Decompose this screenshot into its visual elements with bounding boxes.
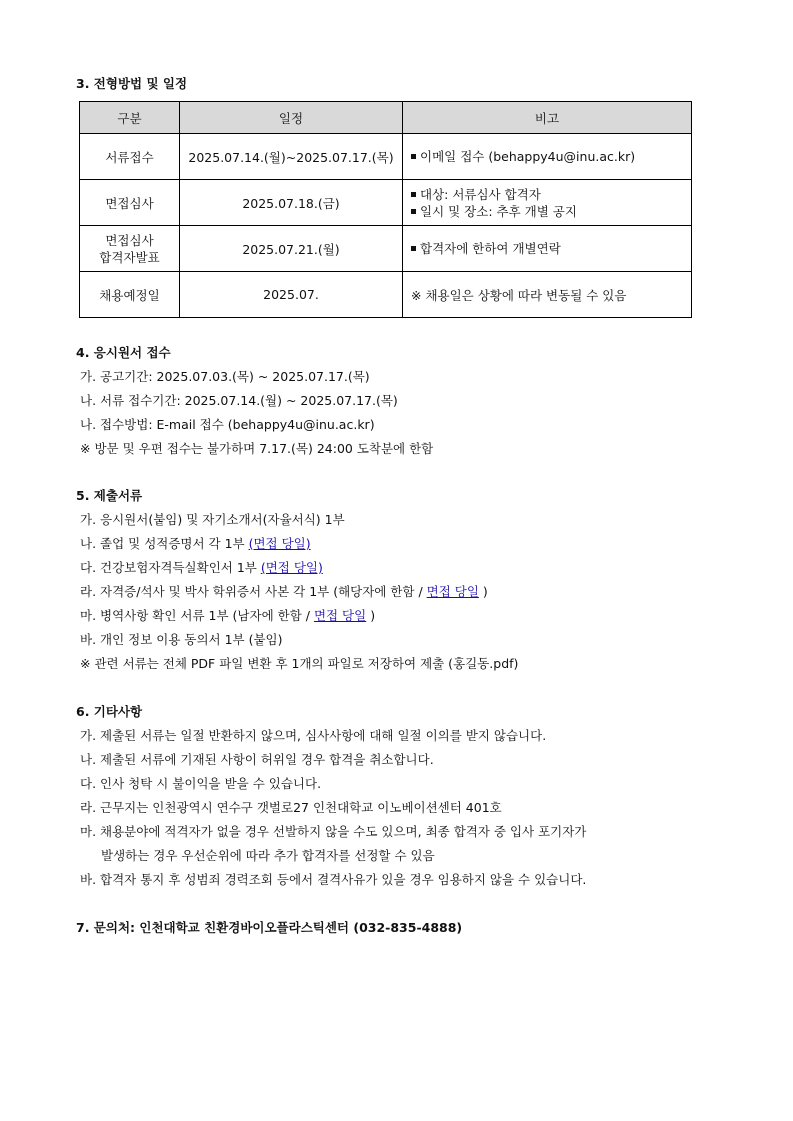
table-row (80, 180, 692, 226)
list-item-text: 나. 졸업 및 성적증명서 각 1부 (80, 536, 249, 551)
row-notes (403, 180, 692, 226)
list-item: 마. 채용분야에 적격자가 없을 경우 선발하지 않을 수도 있으며, 최종 합격자 중 입사 포기자가 (80, 824, 587, 839)
row-notes: ※ 채용일은 상황에 따라 변동될 수 있음 (403, 272, 692, 318)
note-text: 합격자에 한하여 개별연락 (420, 241, 561, 256)
note-text: 일시 및 장소: 추후 개별 공지 (420, 203, 577, 219)
row-notes (403, 226, 692, 272)
list-item-continuation: 발생하는 경우 우선순위에 따라 추가 합격자를 선정할 수 있음 (101, 848, 435, 863)
header-date: 일정 (180, 102, 403, 134)
section6-heading: 6. 기타사항 (76, 704, 143, 719)
interview-day-link[interactable]: 면접 당일 (313, 608, 367, 623)
table-row (80, 272, 692, 318)
bullet-icon (411, 154, 416, 159)
list-item: 바. 개인 정보 이용 동의서 1부 (붙임) (80, 632, 283, 647)
row-date: 2025.07.18.(금) (180, 180, 403, 226)
section3-heading: 3. 전형방법 및 일정 (76, 76, 188, 91)
list-item-text: ) (366, 608, 376, 623)
list-item (80, 582, 488, 600)
list-item: 다. 인사 청탁 시 불이익을 받을 수 있습니다. (80, 776, 322, 791)
list-item-text: 마. 병역사항 확인 서류 1부 (남자에 한함 / (80, 608, 314, 623)
list-item-text: 라. 자격증/석사 및 박사 학위증서 사본 각 1부 (해당자에 한함 / (80, 584, 427, 599)
list-item: 나. 제출된 서류에 기재된 사항이 허위일 경우 합격을 취소합니다. (80, 752, 434, 767)
note-text: 대상: 서류심사 합격자 (420, 186, 541, 202)
category-line: 합격자발표 (99, 249, 160, 265)
interview-day-link[interactable]: (면접 당일) (248, 536, 311, 551)
table-header-row (80, 102, 692, 134)
bullet-icon (411, 209, 416, 214)
bullet-icon (411, 192, 416, 197)
row-date: 2025.07. (180, 272, 403, 318)
row-notes (403, 134, 692, 180)
schedule-table (79, 101, 692, 318)
bullet-icon (411, 246, 416, 251)
header-notes: 비고 (403, 102, 692, 134)
row-category: 채용예정일 (80, 272, 180, 318)
list-item-text: ) (478, 584, 488, 599)
row-category: 서류접수 (80, 134, 180, 180)
row-date: 2025.07.21.(월) (180, 226, 403, 272)
table-row (80, 226, 692, 272)
list-item: 가. 제출된 서류는 일절 반환하지 않으며, 심사사항에 대해 일절 이의를 받지 않습니다. (80, 728, 547, 743)
category-line: 면접심사 (105, 232, 154, 248)
interview-day-link[interactable]: 면접 당일 (426, 584, 479, 599)
list-item-note: ※ 관련 서류는 전체 PDF 파일 변환 후 1개의 파일로 저장하여 제출 (홍길동.pdf) (80, 656, 519, 671)
list-item: 가. 공고기간: 2025.07.03.(목) ~ 2025.07.17.(목) (80, 369, 370, 384)
list-item: 가. 응시원서(붙임) 및 자기소개서(자율서식) 1부 (80, 512, 345, 527)
row-date: 2025.07.14.(월)~2025.07.17.(목) (180, 134, 403, 180)
list-item: 나. 접수방법: E-mail 접수 (behappy4u@inu.ac.kr) (80, 417, 375, 432)
section4-heading: 4. 응시원서 접수 (76, 345, 171, 360)
list-item-text: 다. 건강보험자격득실확인서 1부 (80, 560, 261, 575)
list-item-note: ※ 방문 및 우편 접수는 불가하며 7.17.(목) 24:00 도착분에 한함 (80, 441, 434, 456)
list-item: 바. 합격자 통지 후 성범죄 경력조회 등에서 결격사유가 있을 경우 임용하지 않을 수 있습니다. (80, 872, 587, 887)
interview-day-link[interactable]: (면접 당일) (260, 560, 323, 575)
header-category: 구분 (80, 102, 180, 134)
list-item: 라. 근무지는 인천광역시 연수구 갯벌로27 인천대학교 이노베이션센터 401호 (80, 800, 502, 815)
list-item (80, 534, 311, 552)
section5-heading: 5. 제출서류 (76, 488, 143, 503)
section7-heading: 7. 문의처: 인천대학교 친환경바이오플라스틱센터 (032-835-4888) (76, 920, 463, 935)
table-row (80, 134, 692, 180)
list-item: 나. 서류 접수기간: 2025.07.14.(월) ~ 2025.07.17.(목) (80, 393, 398, 408)
list-item (80, 558, 323, 576)
note-text: 이메일 접수 (behappy4u@inu.ac.kr) (420, 149, 636, 164)
row-category: 면접심사 (80, 180, 180, 226)
row-category (80, 226, 180, 272)
list-item (80, 606, 375, 624)
